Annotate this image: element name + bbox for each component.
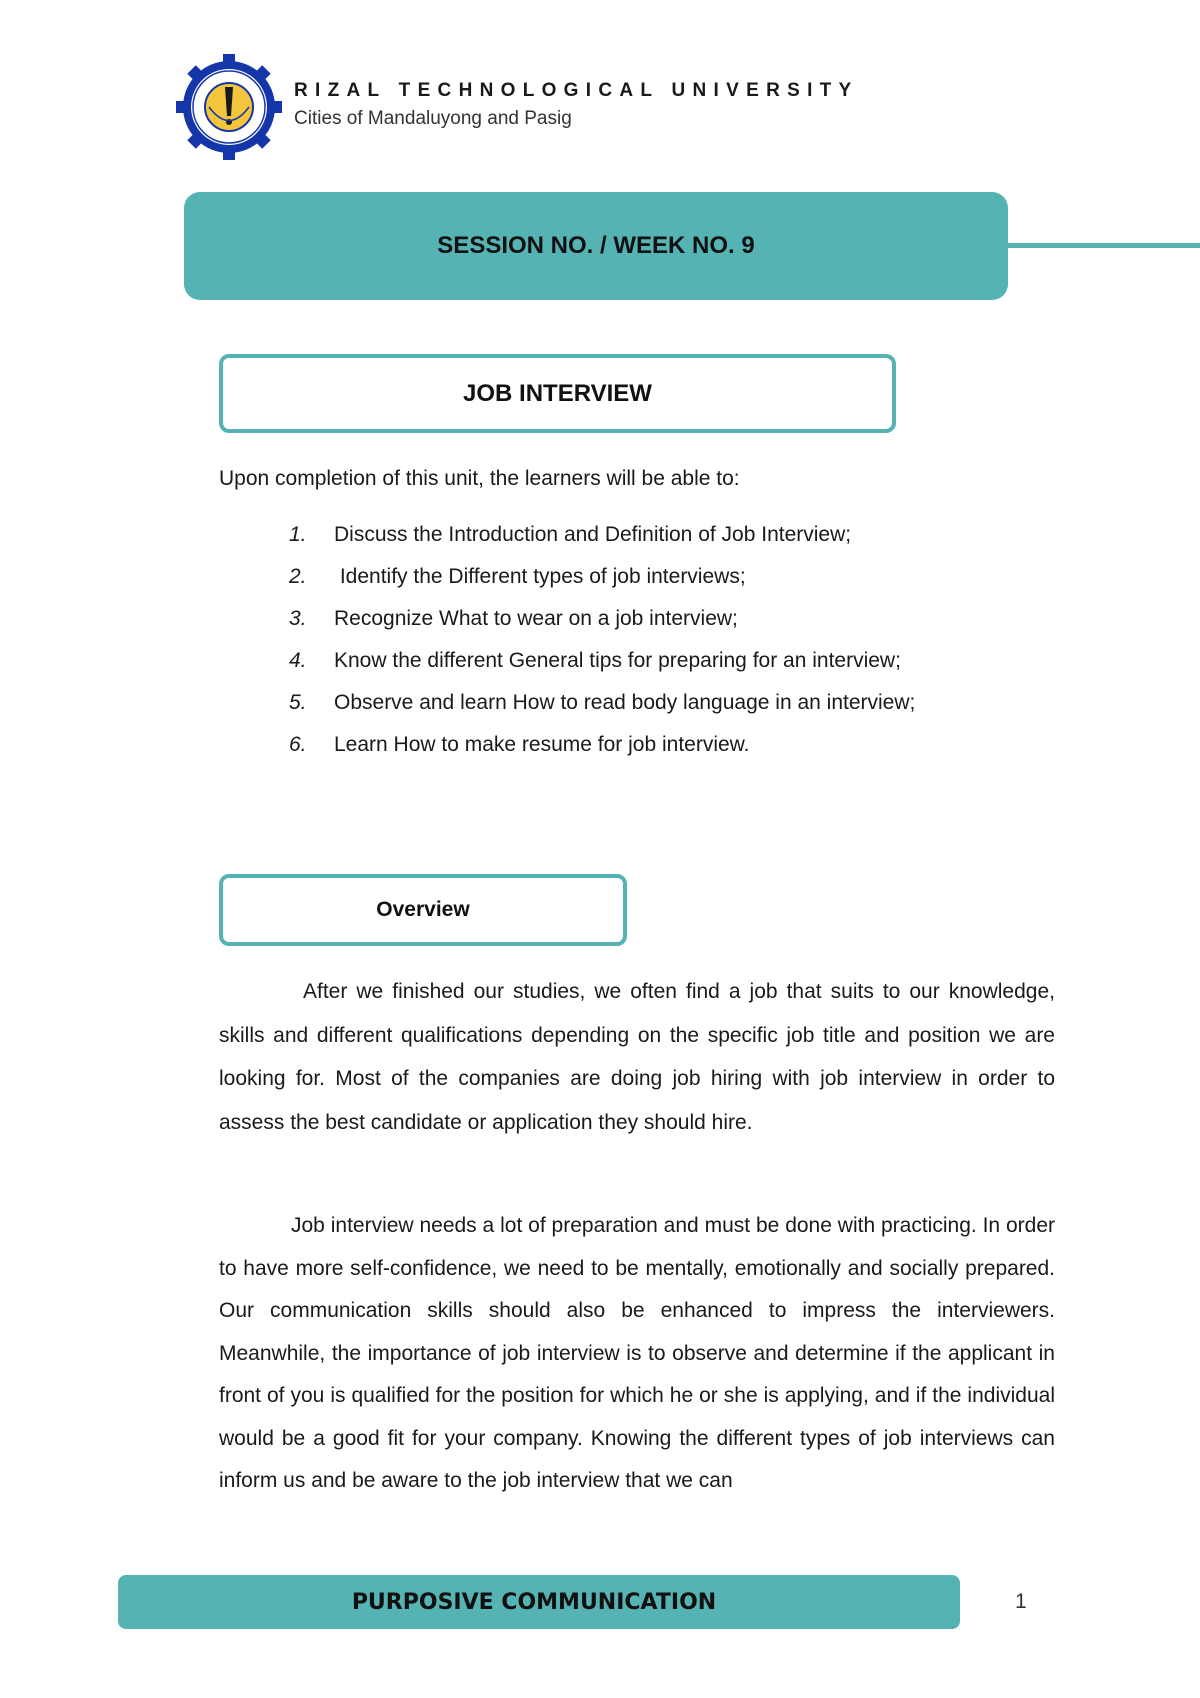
objective-number: 2. <box>289 565 307 588</box>
objective-text: Recognize What to wear on a job interview; <box>334 607 738 630</box>
overview-paragraph-text: After we finished our studies, we often find a job that suits to our knowledge, skills and different qualifications depending on the specific job title and position we are looking for. Most of the companies are doing job hiring with job interview in order to assess the best candidate or application they should hire. <box>219 980 1055 1134</box>
objective-number: 3. <box>289 607 307 630</box>
session-banner-rule <box>1006 243 1200 248</box>
footer-bar <box>118 1575 960 1629</box>
objective-number: 5. <box>289 691 307 714</box>
overview-title: Overview <box>376 898 470 921</box>
university-name: RIZAL TECHNOLOGICAL UNIVERSITY <box>294 80 859 101</box>
university-campus: Cities of Mandaluyong and Pasig <box>294 108 572 129</box>
objective-text: Learn How to make resume for job interview. <box>334 733 750 756</box>
objective-number: 6. <box>289 733 307 756</box>
session-title: SESSION NO. / WEEK NO. 9 <box>437 232 755 259</box>
university-seal-icon <box>176 54 282 160</box>
topic-title: JOB INTERVIEW <box>463 379 652 407</box>
objective-text: Identify the Different types of job interviews; <box>334 565 746 588</box>
overview-title-box <box>219 874 627 946</box>
objective-number: 1. <box>289 523 307 546</box>
overview-paragraph <box>219 970 1055 1144</box>
course-title: PURPOSIVE COMMUNICATION <box>351 1589 717 1615</box>
overview-paragraph-text: Job interview needs a lot of preparation and must be done with practicing. In order to have more self-confidence, we need to be mentally, emotionally and socially prepared. Our communication skills should also be enhanced to impress the interviewers. Meanwhile, the importance of job interview is to observe and determine if the applicant in front of you is qualified for the position for which he or she is applying, and if the individual would be a good fit for your company. Knowing the different types of job interviews can inform us and be aware to the job interview that we can <box>219 1214 1055 1492</box>
objective-text: Discuss the Introduction and Definition of Job Interview; <box>334 523 852 546</box>
page-number: 1 <box>1015 1590 1027 1613</box>
topic-title-box <box>219 354 896 433</box>
objective-number: 4. <box>289 649 307 672</box>
objective-text: Know the different General tips for preparing for an interview; <box>334 649 901 672</box>
objective-text: Observe and learn How to read body language in an interview; <box>334 691 916 714</box>
overview-paragraph <box>219 1205 1055 1503</box>
objectives-intro: Upon completion of this unit, the learners will be able to: <box>219 467 740 490</box>
session-banner <box>184 192 1008 300</box>
